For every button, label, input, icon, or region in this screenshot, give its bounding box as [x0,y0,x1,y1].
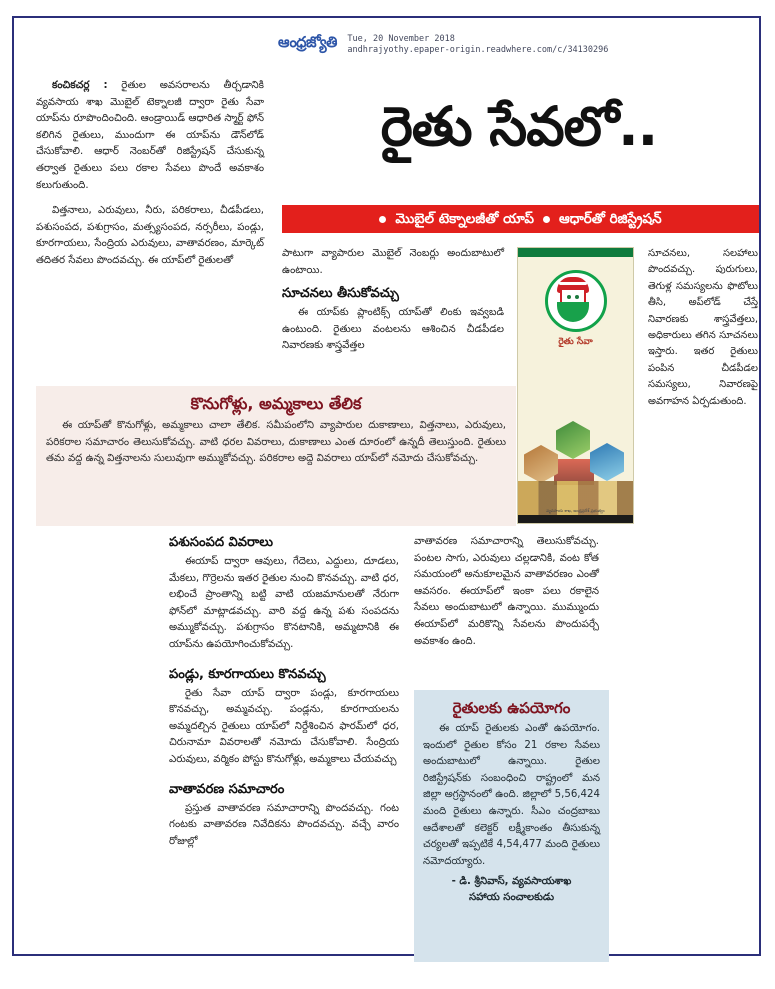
byline-line-2: సహాయ సంచాలకుడు [468,892,554,904]
right-column-paragraph: వాతావరణ సమాచారాన్ని తెలుసుకోవచ్చు. పంటల సాగు, ఎరువులు చల్లడానికి, వంట కోత సమయంలో అనుకూలమైన వాతావరణం ఎంతో ఆవసరం. ఈయాప్‌లో ఇంకా పలు రకాలైన సేవలు అందుబాటులో ఉన్నాయి. ముమ్ముందు ఈయాప్‌లో మరికొన్ని సేవలను పొందుపర్చే అవకాశం ఉంది. [414,536,599,647]
page-headline: రైతు సేవలో.. [380,95,658,158]
kicker-item-1: మొబైల్ టెక్నాలజీతో యాప్ [395,211,534,227]
right-column [414,534,599,650]
bullet-icon [543,216,550,223]
subheading-suggestions: సూచనలు తీసుకోవచ్చు [282,286,399,302]
poster-caption: వ్యవసాయ శాఖ, ఆంధ్రప్రదేశ్ ప్రభుత్వం [546,508,605,513]
mid-column [169,534,399,854]
collage-hex-crops [556,421,590,459]
left-column-para1-text: రైతుల అవసరాలను తీర్చడానికి వ్యవసాయ శాఖ మొబైల్ టెక్నాలజీ ద్వారా రైతు సేవా యాప్‌ను రూపొందించింది. ఆండ్రాయిడ్ ఆధారిత స్మార్ట్ ఫోన్ కలిగిన రైతులు, ముందుగా ఈ యాప్‌ను డౌన్‌లోడ్ చేసుకోవాలి. ఆధార్ నెంబర్‌తో రిజిస్ట్రేషన్ చేసుకున్న తర్వాత రైతులు పలు రకాల సేవలు పొందే అవకాశం కలుగుతుంది. [36,80,264,191]
mid-upper-paragraph-2: ఈ యాప్‌కు ప్లాంటిక్స్ యాప్‌తో లింకు ఇవ్వబడి ఉంటుంది. రైతులు వంటలను ఆశించిన చీడపీడల నివారణకు శాస్త్రవేత్తల [282,307,504,352]
blue-box-heading: రైతులకు ఉపయోగం [452,699,571,717]
left-column-paragraph-2: విత్తనాలు, ఎరువులు, నీరు, పరికరాలు, చీడపీడలు, పశుసంపద, పశుగ్రాసం, మత్స్యసంపద, నర్సరీలు, పండ్లు, కూరగాయలు, సేంద్రియ ఎరువులు, వాతావరణం, మార్కెట్ తదితర సేవలు పొందవచ్చు. ఈ యాప్‌లో రైతులతో [36,205,264,266]
pink-box-heading: కొనుగోళ్లు, అమ్మకాలు తేలిక [190,394,362,413]
masthead-meta [347,32,608,56]
rythu-seva-poster [517,247,634,524]
collage-hex-water [590,443,624,481]
publication-logo: ఆంధ్రజ్యోతి [278,33,337,51]
collage-hex-grain [524,445,558,483]
far-right-column [648,246,758,410]
purchases-sales-box [36,386,516,526]
blue-box-paragraph: ఈ యాప్ రైతులకు ఎంతో ఉపయోగం. ఇందులో రైతుల కోసం 21 రకాల సేవలు అందుబాటులో ఉన్నాయి. రైతుల రిజిస్ట్రేషన్‌కు సంబంధించి రాష్ట్రంలో మన జిల్లా అగ్రస్థానంలో ఉంది. జిల్లాలో 5,56,424 మంది రైతులు ఉన్నారు. సీఎం చంద్రబాబు ఆదేశాలతో కలెక్టర్ లక్ష్మీకాంతం తీసుకున్న చర్యలతో ఇప్పటికే 4,54,477 మంది రైతులు నమోదయ్యారు. [423,723,600,867]
poster-bottom-band [518,515,633,523]
subheading-fruits-vegetables: పండ్లు, కూరగాయలు కొనవచ్చు [169,666,326,682]
eye-icon [575,295,579,299]
issue-date: Tue, 20 November 2018 [347,34,455,44]
bullet-icon [379,216,386,223]
subheading-livestock: పశుసంపద వివరాలు [169,535,273,550]
mid-upper-paragraph-1: పాటుగా వ్యాపారుల మొబైల్ నెంబర్లు అందుబాటులో ఉంటాయి. [282,248,504,276]
mid-column-paragraph-1: ఈయాప్ ద్వారా ఆవులు, గేదెలు, ఎద్దులు, దూడలు, మేకలు, గొర్రెలను ఇతర రైతుల నుంచి కొనవచ్చు. వాటి ధర, లభించే ప్రాంతాన్ని బట్టి వాటి యజమానులతో నేరుగా ఫోన్‌లో మాట్లాడవచ్చు. వారి వద్ద ఉన్న పశు సంపదను అమ్ముకోవచ్చు. పశుగ్రాసం కొనటానికి, అమ్మటానికి ఈ యాప్‌ను ఉపయోగించుకోవచ్చు. [169,556,399,650]
left-column [36,78,264,279]
kicker-banner [282,205,759,233]
mid-column-paragraph-3: ప్రస్తుత వాతావరణ సమాచారాన్ని పొందవచ్చు. గంట గంటకు వాతావరణ నివేదికను పొందవచ్చు. వచ్చే వారం రోజుల్లో [169,802,399,847]
subheading-weather: వాతావరణ సమాచారం [169,781,285,797]
pink-box-paragraph: ఈ యాప్‌తో కొనుగోళ్లు, అమ్మకాలు చాలా తేలిక. సమీపంలోని వ్యాపారుల దుకాణాలు, విత్తనాలు, ఎరువులు, పరికరాల సమాచారం తెలుసుకోవచ్చు. వాటి ధరల వివరాలు, దుకాణాలు ఎంత దూరంలో ఉన్నదీ తెలుస్తుంది. రైతులు తమ వద్ద ఉన్న విత్తనాలను సులువుగా అమ్ముకోవచ్చు. పరికరాల అద్దె వివరాలు యాప్‌లో నమోదు చేసుకోవచ్చు. [46,420,506,465]
farmer-logo-icon [545,270,607,332]
byline-line-1: - డి. శ్రీనివాస్, వ్యవసాయశాఖ [451,876,572,888]
masthead [278,32,608,56]
paper-frame [12,16,761,956]
far-right-paragraph: సూచనలు, సలహాలు పొందవచ్చు. పురుగులు, తెగుళ్ల సమస్యలను ఫొటోలు తీసి, అప్‌లోడ్ చేస్తే నివారణకు శాస్త్రవేత్తలు, అధికారులు తగిన సూచనలు ఇస్తారు. ఇతర రైతులు పంపిన చీడపీడల సమస్యలు, నివారణపై అవగాహన ఏర్పడుతుంది. [648,248,758,407]
benefits-box [414,690,609,962]
eye-icon [567,295,571,299]
kicker-item-2: ఆధార్‌తో రిజిస్ట్రేషన్ [558,211,662,227]
source-url: andhrajyothy.epaper-origin.readwhere.com/c/34130296 [347,45,609,55]
poster-collage [518,419,633,515]
mid-column-paragraph-2: రైతు సేవా యాప్ ద్వారా పండ్లు, కూరగాయలు కొనవచ్చు, అమ్మవచ్చు. పండ్లను, కూరగాయలను అమ్మదల్చిన రైతులు యాప్‌లో నిర్దేశించిన ఫారమ్‌లో ధర, చిరునామా వివరాలతో నమోదు చేసుకోవాలి. సేంద్రియ ఎరువులు, వర్మికం పోస్టు కొనుగోళ్లు, అమ్మకాలు చేయవచ్చు [169,687,399,765]
beard-shape [557,302,589,322]
mid-upper-column [282,246,504,361]
dateline: కంచికచర్ల : [52,80,108,91]
poster-top-band [518,248,633,257]
poster-brand-label: రైతు సేవా [558,337,593,347]
left-column-paragraph-1 [36,78,264,194]
byline [423,874,600,906]
